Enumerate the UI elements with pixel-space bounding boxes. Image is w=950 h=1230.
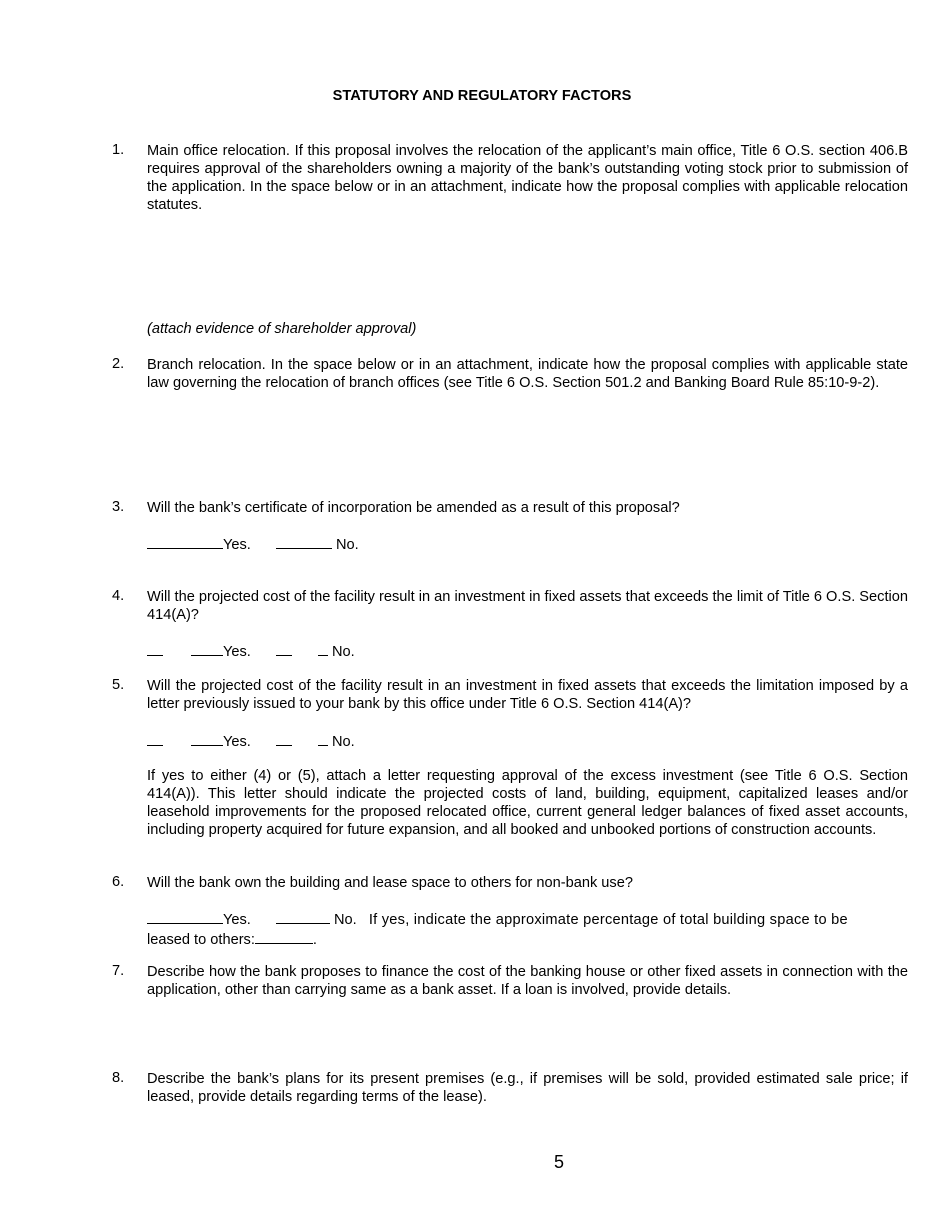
question-number: 4.: [112, 588, 125, 604]
leased-percent-blank[interactable]: [255, 929, 313, 944]
no-blank[interactable]: [276, 731, 292, 746]
question-number: 3.: [112, 499, 125, 515]
question-text: Describe how the bank proposes to finance the cost of the banking house or other fixed assets in connection with the application, other than carrying same as a bank asset. If a loan is involved, provide details.: [147, 964, 908, 998]
yes-blank[interactable]: [147, 641, 163, 656]
question-text: Branch relocation. In the space below or in an attachment, indicate how the proposal complies with applicable state law governing the relocation of branch offices (see Title 6 O.S. Section 501.2 and Banking Board Rule 85:10-9-2).: [147, 357, 908, 391]
q6-followup-text: If yes, indicate the approximate percentage of total building space to be: [368, 912, 848, 928]
yes-label: Yes.: [223, 734, 251, 750]
question-text: Will the bank’s certificate of incorporation be amended as a result of this proposal?: [147, 500, 680, 516]
yes-label: Yes.: [223, 537, 251, 553]
question-text: Main office relocation. If this proposal involves the relocation of the applicant’s main office, Title 6 O.S. section 406.B requires approval of the shareholders owning a majority of the bank’s outstanding voting stock prior to submission of the application. In the space below or in an attachment, indicate how the proposal complies with applicable relocation statutes.: [147, 143, 908, 213]
yes-blank[interactable]: [147, 909, 223, 924]
question-text: Describe the bank’s plans for its present premises (e.g., if premises will be sold, provided estimated sale price; if leased, provide details regarding terms of the lease).: [147, 1071, 908, 1105]
yes-label: Yes.: [223, 644, 251, 660]
q4-answer-row: [147, 641, 355, 661]
q5-answer-row: [147, 731, 355, 751]
yes-blank[interactable]: [191, 641, 223, 656]
q3-answer-row: [147, 534, 359, 554]
leased-label: leased to others:: [147, 932, 255, 948]
question-number: 1.: [112, 142, 125, 158]
no-label: No.: [331, 734, 355, 750]
attach-note: (attach evidence of shareholder approval): [147, 321, 417, 337]
no-blank[interactable]: [276, 909, 330, 924]
question-text: Will the projected cost of the facility result in an investment in fixed assets that exceeds the limit of Title 6 O.S. Section 414(A)?: [147, 589, 908, 623]
page-title: STATUTORY AND REGULATORY FACTORS: [332, 88, 632, 104]
question-text: Will the bank own the building and lease space to others for non-bank use?: [147, 875, 633, 891]
question-number: 6.: [112, 874, 125, 890]
question-number: 7.: [112, 963, 125, 979]
yes-blank[interactable]: [147, 731, 163, 746]
q6-answer-row: [147, 909, 908, 949]
no-label: No.: [333, 912, 357, 928]
question-number: 8.: [112, 1070, 125, 1086]
no-blank[interactable]: [318, 731, 328, 746]
question-text: Will the projected cost of the facility result in an investment in fixed assets that exceeds the limitation imposed by a letter previously issued to your bank by this office under Title 6 O.S. Section 414(A)?: [147, 678, 908, 712]
no-label: No.: [331, 644, 355, 660]
page-number: 5: [553, 1152, 564, 1172]
no-blank[interactable]: [318, 641, 328, 656]
yes-blank[interactable]: [191, 731, 223, 746]
period: .: [312, 932, 317, 948]
question-number: 5.: [112, 677, 125, 693]
no-label: No.: [335, 537, 359, 553]
yes-blank[interactable]: [147, 534, 223, 549]
question-number: 2.: [112, 356, 125, 372]
no-blank[interactable]: [276, 534, 332, 549]
no-blank[interactable]: [276, 641, 292, 656]
excess-investment-paragraph: If yes to either (4) or (5), attach a letter requesting approval of the excess investment (see Title 6 O.S. Section 414(A)). This letter should indicate the projected costs of land, building, equipment, capitalized leases and/or leasehold improvements for the proposed relocated office, current general ledger balances of fixed asset accounts, including property acquired for future expansion, and all booked and unbooked portions of construction accounts.: [147, 768, 908, 838]
yes-label: Yes.: [223, 912, 251, 928]
